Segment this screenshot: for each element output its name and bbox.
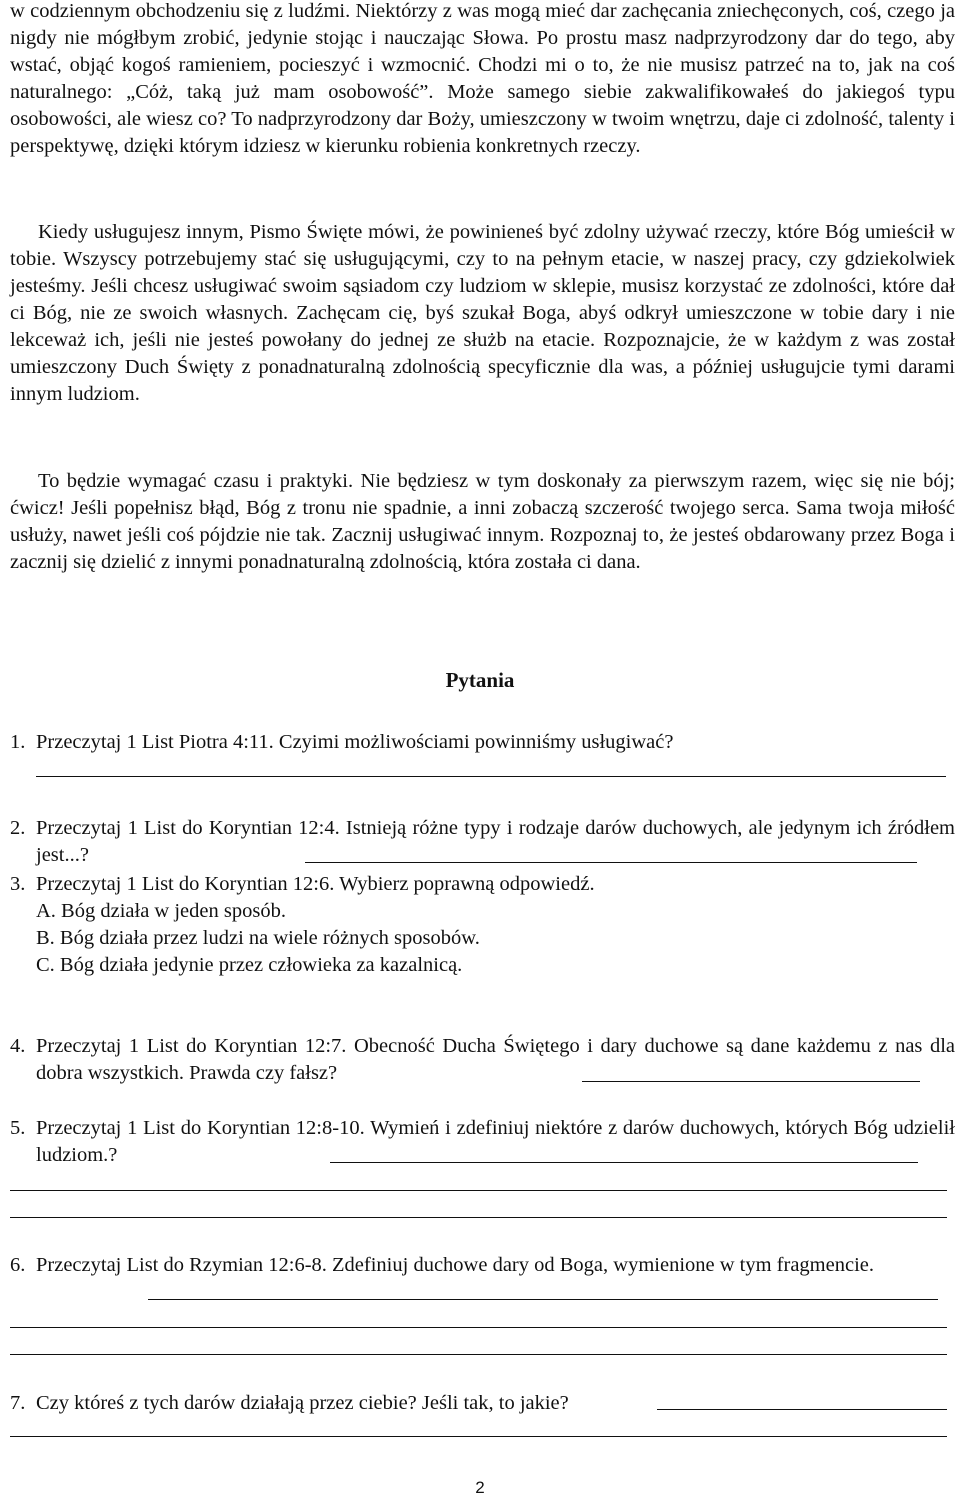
question-7 [10, 1390, 955, 1417]
question-text: Przeczytaj 1 List do Koryntian 12:7. Obecność Ducha Świętego i dary duchowe są dane każdemu z nas dla dobra wszystkich. Prawda czy fałsz? [36, 1035, 955, 1084]
question-5 [10, 1115, 955, 1169]
question-text: Przeczytaj 1 List do Koryntian 12:6. Wybierz poprawną odpowiedź. [36, 873, 595, 895]
answer-line[interactable] [657, 1409, 947, 1410]
option-a[interactable]: A. Bóg działa w jeden sposób. [36, 900, 286, 922]
answer-line[interactable] [330, 1162, 918, 1163]
question-3 [10, 871, 955, 979]
question-number: 2. [10, 817, 26, 839]
answer-line[interactable] [582, 1081, 920, 1082]
question-number: 5. [10, 1117, 26, 1139]
question-1 [10, 729, 955, 756]
question-text: Przeczytaj 1 List Piotra 4:11. Czyimi możliwościami powinniśmy usługiwać? [36, 731, 674, 753]
question-text: Przeczytaj 1 List do Koryntian 12:4. Istnieją różne typy i rodzaje darów duchowych, ale jedynym ich źródłem jest...? [36, 817, 955, 866]
answer-line[interactable] [10, 1436, 947, 1437]
question-text: Czy któreś z tych darów działają przez ciebie? Jeśli tak, to jakie? [36, 1392, 569, 1414]
section-title: Pytania [445, 668, 515, 692]
paragraph-1: w codziennym obchodzeniu się z ludźmi. Niektórzy z was mogą mieć dar zachęcania zniechęconych, coś, czego ja nigdy nie mógłbym zrobić, jedynie stojąc i nauczając Słowa. Po prostu masz nadprzyrodzony dar do tego, aby wstać, objąć kogoś ramieniem, pocieszyć i wzmocnić. Chodzi mi o to, że nie musisz patrzeć na to, jak na coś naturalnego: „Cóż, taką już mam osobowość”. Może samego siebie zakwalifikowałeś do jakiegoś typu osobowości, ale wiesz co? To nadprzyrodzony dar Boży, umieszczony w twoim wnętrzu, daje ci zdolność, talenty i perspektywę, dzięki którym idziesz w kierunku robienia konkretnych rzeczy. [10, 0, 955, 157]
option-c[interactable]: C. Bóg działa jedynie przez człowieka za kazalnicą. [36, 954, 463, 976]
question-number: 4. [10, 1035, 26, 1057]
question-number: 3. [10, 873, 26, 895]
page-number: 2 [475, 1478, 485, 1497]
question-number: 6. [10, 1254, 26, 1276]
paragraph-2: Kiedy usługujesz innym, Pismo Święte mówi, że powinieneś być zdolny używać rzeczy, które Bóg umieścił w tobie. Wszyscy potrzebujemy stać się usługującymi, czy to na pełnym etacie, w naszej pracy, czy gdziekolwiek jesteśmy. Jeśli chcesz usługiwać swoim sąsiadom czy ludziom w sklepie, musisz korzystać ze zdolności, które dał ci Bóg, nie ze swoich własnych. Zachęcam cię, byś szukał Boga, abyś odkrył umieszczone w tobie dary i nie lekceważ ich, jeśli nie jesteś powołany do jednej ze służb na etacie. Rozpoznajcie, że w każdym z was został umieszczony Duch Święty z ponadnaturalną zdolnością specyficznie dla was, a później usługujcie tymi darami innym ludziom. [10, 221, 955, 405]
answer-line[interactable] [36, 776, 946, 777]
question-number: 1. [10, 731, 26, 753]
answer-line[interactable] [148, 1299, 938, 1300]
answer-line[interactable] [10, 1190, 947, 1191]
answer-line[interactable] [10, 1327, 947, 1328]
question-6 [10, 1252, 955, 1279]
paragraph-3: To będzie wymagać czasu i praktyki. Nie będziesz w tym doskonały za pierwszym razem, więc się nie bój; ćwicz! Jeśli popełnisz błąd, Bóg z tronu nie spadnie, a inni zobaczą szczerość twojego serca. Sama twoja miłość usłuży, nawet jeśli coś pójdzie nie tak. Zacznij usługiwać innym. Rozpoznaj to, że jesteś obdarowany przez Boga i zacznij się dzielić z innymi ponadnaturalną zdolnością, która została ci dana. [10, 470, 955, 573]
question-text: Przeczytaj List do Rzymian 12:6-8. Zdefiniuj duchowe dary od Boga, wymienione w tym fragmencie. [36, 1254, 874, 1276]
question-number: 7. [10, 1392, 26, 1414]
answer-line[interactable] [10, 1217, 947, 1218]
answer-line[interactable] [305, 862, 917, 863]
option-b[interactable]: B. Bóg działa przez ludzi na wiele różnych sposobów. [36, 927, 480, 949]
question-2 [10, 815, 955, 869]
answer-line[interactable] [10, 1354, 947, 1355]
question-4 [10, 1033, 955, 1087]
question-text: Przeczytaj 1 List do Koryntian 12:8-10. Wymień i zdefiniuj niektóre z darów duchowych, których Bóg udzielił ludziom.? [36, 1117, 955, 1166]
